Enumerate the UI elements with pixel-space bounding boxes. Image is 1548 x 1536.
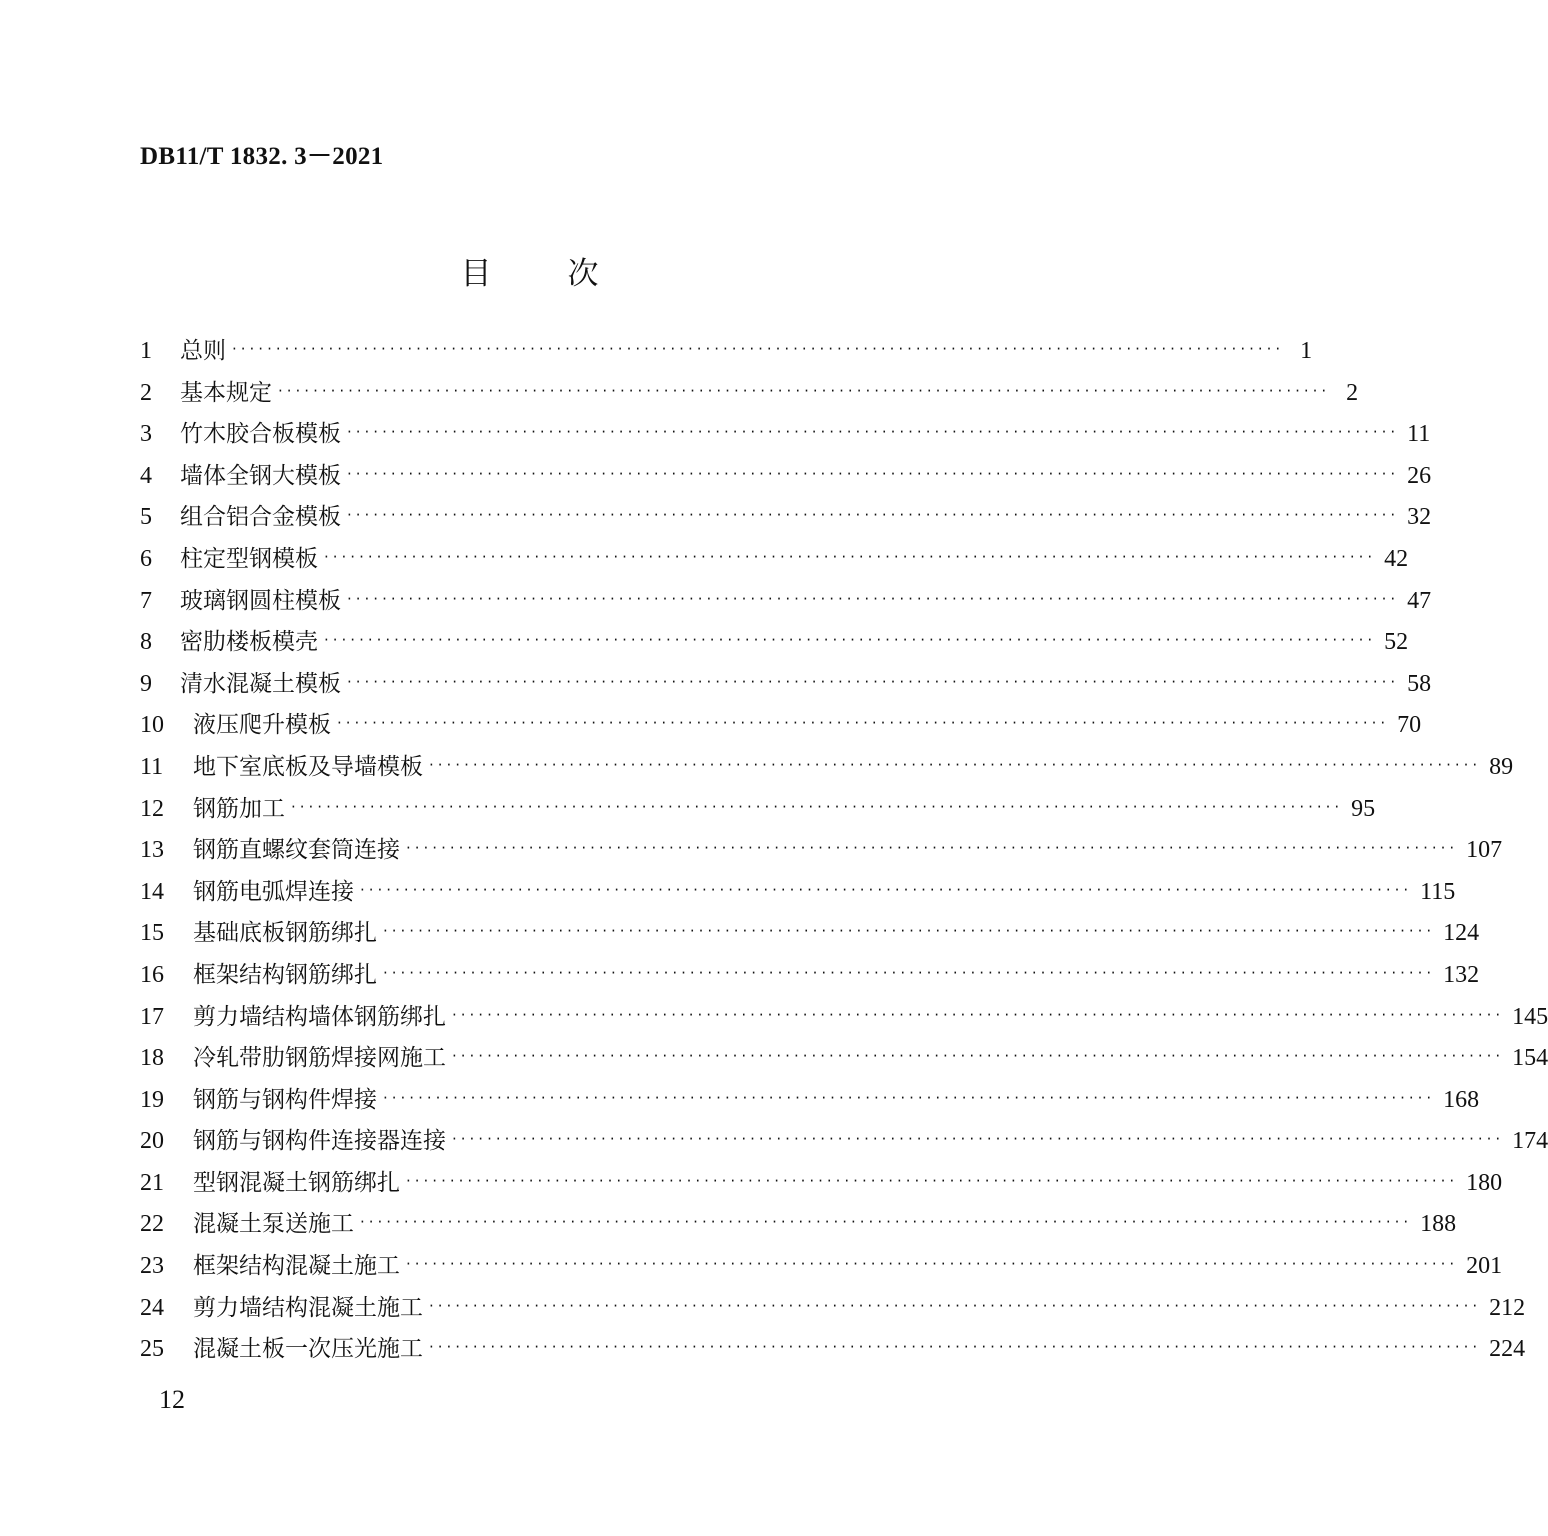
toc-entry[interactable] [140, 1038, 1548, 1080]
toc-dot-leader: ························································································································ [232, 340, 1285, 358]
toc-dot-leader: ························································································································ [347, 589, 1400, 608]
toc-entry[interactable] [140, 331, 1313, 373]
toc-entry[interactable] [140, 1080, 1480, 1122]
toc-entry-label: 清水混凝土模板 [180, 670, 341, 697]
toc-entry-page: 2 [1346, 379, 1359, 406]
toc-entry-number: 19 [140, 1086, 164, 1113]
toc-entry-number: 25 [140, 1336, 164, 1363]
toc-dot-leader: ························································································································ [406, 839, 1459, 858]
toc-dot-leader: ························································································································ [406, 1171, 1459, 1190]
toc-dot-leader: ························································································································ [452, 1005, 1505, 1024]
toc-entry[interactable] [140, 997, 1548, 1039]
toc-dot-leader: ························································································································ [347, 506, 1400, 525]
page-title: 目次 [460, 256, 675, 292]
toc-entry-page: 180 [1466, 1169, 1503, 1196]
toc-entry-number: 4 [140, 462, 152, 489]
toc-entry-page: 58 [1407, 670, 1432, 697]
toc-entry-number: 2 [140, 379, 152, 406]
toc-entry-page: 95 [1351, 795, 1376, 822]
toc-entry-label: 组合铝合金模板 [180, 504, 341, 531]
toc-dot-leader: ························································································································ [324, 631, 1377, 650]
toc-entry-label: 总则 [180, 338, 226, 364]
toc-dot-leader: ························································································································ [291, 797, 1344, 816]
toc-dot-leader: ························································································································ [406, 1255, 1459, 1274]
toc-entry-page: 107 [1466, 837, 1503, 864]
toc-entry-number: 24 [140, 1294, 164, 1321]
toc-entry-number: 14 [140, 878, 164, 905]
toc-entry-number: 3 [140, 421, 152, 448]
toc-dot-leader: ························································································································ [347, 672, 1400, 691]
toc-entry-number: 8 [140, 629, 152, 656]
toc-entry[interactable] [140, 913, 1480, 955]
toc-entry-page: 154 [1512, 1045, 1548, 1072]
toc-entry-label: 密肋楼板模壳 [180, 629, 318, 656]
toc-entry[interactable] [140, 539, 1409, 581]
toc-entry-page: 26 [1407, 462, 1432, 489]
toc-entry[interactable] [140, 622, 1409, 664]
toc-entry-label: 钢筋与钢构件连接器连接 [193, 1128, 446, 1155]
toc-entry-label: 玻璃钢圆柱模板 [180, 587, 341, 614]
toc-entry-page: 174 [1512, 1128, 1548, 1155]
toc-entry[interactable] [140, 1246, 1503, 1288]
toc-entry-label: 地下室底板及导墙模板 [193, 753, 423, 780]
toc-dot-leader: ························································································································ [360, 1213, 1413, 1232]
toc-entry-number: 7 [140, 587, 152, 614]
toc-entry-number: 5 [140, 504, 152, 531]
toc-entry-page: 32 [1407, 504, 1432, 531]
toc-entry[interactable] [140, 789, 1376, 831]
toc-entry-page: 145 [1512, 1003, 1548, 1030]
toc-entry-label: 框架结构混凝土施工 [193, 1253, 400, 1280]
toc-entry-number: 11 [140, 753, 164, 780]
toc-entry-page: 11 [1407, 421, 1431, 448]
toc-entry-label: 框架结构钢筋绑扎 [193, 961, 377, 988]
toc-entry[interactable] [140, 705, 1422, 747]
toc-entry-page: 42 [1384, 545, 1409, 572]
toc-entry[interactable] [140, 1204, 1457, 1246]
toc-entry-number: 6 [140, 545, 152, 572]
toc-entry-page: 1 [1300, 338, 1313, 364]
toc-entry-label: 竹木胶合板模板 [180, 421, 341, 448]
toc-entry[interactable] [140, 872, 1456, 914]
toc-entry[interactable] [140, 581, 1432, 623]
toc-entry[interactable] [140, 1121, 1548, 1163]
toc-entry-label: 混凝土板一次压光施工 [193, 1336, 423, 1363]
toc-entry-page: 132 [1443, 961, 1480, 988]
toc-dot-leader: ························································································································ [429, 755, 1482, 774]
toc-entry-label: 冷轧带肋钢筋焊接网施工 [193, 1045, 446, 1072]
toc-dot-leader: ························································································································ [337, 714, 1390, 733]
toc-entry-page: 47 [1407, 587, 1432, 614]
table-of-contents [140, 331, 1548, 1371]
toc-entry-number: 21 [140, 1169, 164, 1196]
toc-entry-label: 液压爬升模板 [193, 712, 331, 739]
toc-entry[interactable] [140, 955, 1480, 997]
toc-entry-page: 124 [1443, 920, 1480, 947]
toc-dot-leader: ························································································································ [347, 423, 1400, 442]
toc-entry-label: 基础底板钢筋绑扎 [193, 920, 377, 947]
toc-dot-leader: ························································································································ [360, 880, 1413, 899]
toc-entry-number: 17 [140, 1003, 164, 1030]
toc-entry-number: 1 [140, 338, 152, 364]
toc-dot-leader: ························································································································ [429, 1338, 1482, 1357]
toc-entry[interactable] [140, 1163, 1503, 1205]
toc-entry-page: 201 [1466, 1253, 1503, 1280]
toc-entry-label: 基本规定 [180, 379, 272, 406]
toc-entry-page: 52 [1384, 629, 1409, 656]
toc-dot-leader: ························································································································ [347, 464, 1400, 483]
toc-entry-label: 墙体全钢大模板 [180, 462, 341, 489]
standard-code: DB11/T 1832. 3－2021 [140, 143, 384, 170]
toc-entry-label: 钢筋加工 [193, 795, 285, 822]
toc-entry-number: 23 [140, 1253, 164, 1280]
toc-entry-page: 115 [1420, 878, 1456, 905]
toc-entry-number: 15 [140, 920, 164, 947]
page-number: 12 [159, 1385, 185, 1414]
toc-entry[interactable] [140, 414, 1431, 456]
toc-entry-number: 12 [140, 795, 164, 822]
toc-entry-label: 钢筋与钢构件焊接 [193, 1086, 377, 1113]
toc-entry-label: 剪力墙结构墙体钢筋绑扎 [193, 1003, 446, 1030]
toc-dot-leader: ························································································································ [383, 963, 1436, 982]
toc-dot-leader: ························································································································ [429, 1296, 1482, 1315]
toc-entry-page: 168 [1443, 1086, 1480, 1113]
toc-entry-label: 柱定型钢模板 [180, 545, 318, 572]
toc-entry-number: 9 [140, 670, 152, 697]
toc-entry[interactable] [140, 497, 1432, 539]
toc-entry-label: 型钢混凝土钢筋绑扎 [193, 1169, 400, 1196]
toc-dot-leader: ························································································································ [383, 922, 1436, 941]
toc-entry-page: 212 [1489, 1294, 1526, 1321]
toc-entry[interactable] [140, 1329, 1526, 1371]
toc-entry-number: 20 [140, 1128, 164, 1155]
toc-entry-label: 混凝土泵送施工 [193, 1211, 354, 1238]
toc-entry[interactable] [140, 373, 1359, 415]
toc-entry-page: 224 [1489, 1336, 1526, 1363]
toc-dot-leader: ························································································································ [452, 1047, 1505, 1066]
toc-entry-number: 10 [140, 712, 164, 739]
toc-dot-leader: ························································································································ [452, 1130, 1505, 1149]
toc-entry-label: 剪力墙结构混凝土施工 [193, 1294, 423, 1321]
toc-entry-number: 22 [140, 1211, 164, 1238]
toc-entry-number: 13 [140, 837, 164, 864]
toc-entry[interactable] [140, 664, 1432, 706]
toc-entry-number: 18 [140, 1045, 164, 1072]
toc-dot-leader: ························································································································ [383, 1088, 1436, 1107]
toc-entry[interactable] [140, 1288, 1526, 1330]
toc-entry-label: 钢筋电弧焊连接 [193, 878, 354, 905]
toc-entry[interactable] [140, 747, 1514, 789]
toc-entry[interactable] [140, 830, 1503, 872]
toc-entry-number: 16 [140, 961, 164, 988]
toc-dot-leader: ························································································································ [278, 381, 1331, 400]
toc-entry-label: 钢筋直螺纹套筒连接 [193, 837, 400, 864]
toc-entry-page: 89 [1489, 753, 1514, 780]
toc-dot-leader: ························································································································ [324, 547, 1377, 566]
toc-entry-page: 188 [1420, 1211, 1457, 1238]
toc-entry[interactable] [140, 456, 1432, 498]
toc-entry-page: 70 [1397, 712, 1422, 739]
